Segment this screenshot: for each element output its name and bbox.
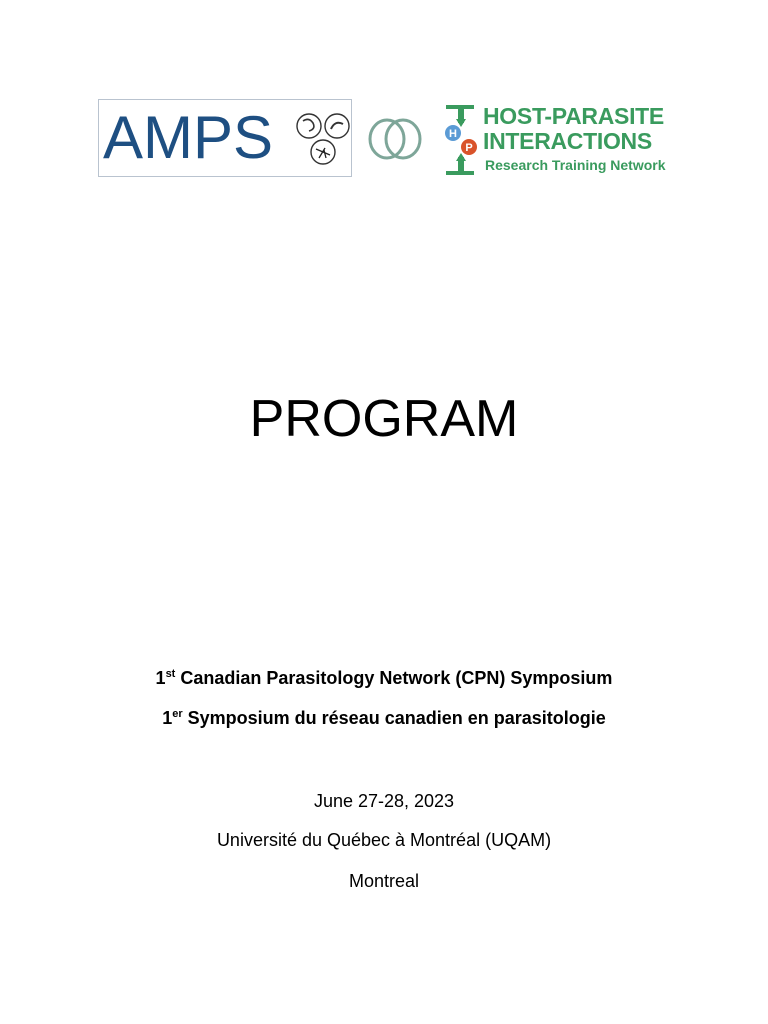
event-date: June 27-28, 2023 (313, 791, 455, 811)
emblem-p-letter: P (465, 142, 473, 154)
emblem-h-letter: H (449, 128, 457, 140)
logo-row (0, 0, 768, 200)
ordinal-number-en: 1 (155, 668, 166, 688)
host-parasite-logo (440, 101, 690, 179)
host-parasite-emblem-icon (440, 101, 482, 179)
page-title: PROGRAM (249, 390, 519, 448)
ordinal-suffix-fr: er (172, 708, 183, 720)
ordinal-suffix-en: st (165, 668, 176, 680)
amps-logo-text: AMPS (103, 104, 274, 171)
event-city: Montreal (348, 871, 420, 891)
amps-logo (98, 99, 352, 177)
interlocking-rings-icon (366, 117, 424, 161)
hpi-logo-line2: INTERACTIONS (483, 128, 652, 154)
symposium-title-en (0, 666, 768, 690)
symposium-name-fr: Symposium du réseau canadien en parasitologie (182, 708, 606, 728)
symposium-title-fr (0, 706, 768, 730)
hpi-logo-line1: HOST-PARASITE (483, 103, 664, 129)
ordinal-number-fr: 1 (162, 708, 173, 728)
hpi-logo-line3: Research Training Network (485, 157, 666, 173)
symposium-name-en: Canadian Parasitology Network (CPN) Symposium (175, 668, 613, 688)
parasite-circles-icon (295, 109, 353, 171)
event-venue: Université du Québec à Montréal (UQAM) (216, 830, 552, 850)
